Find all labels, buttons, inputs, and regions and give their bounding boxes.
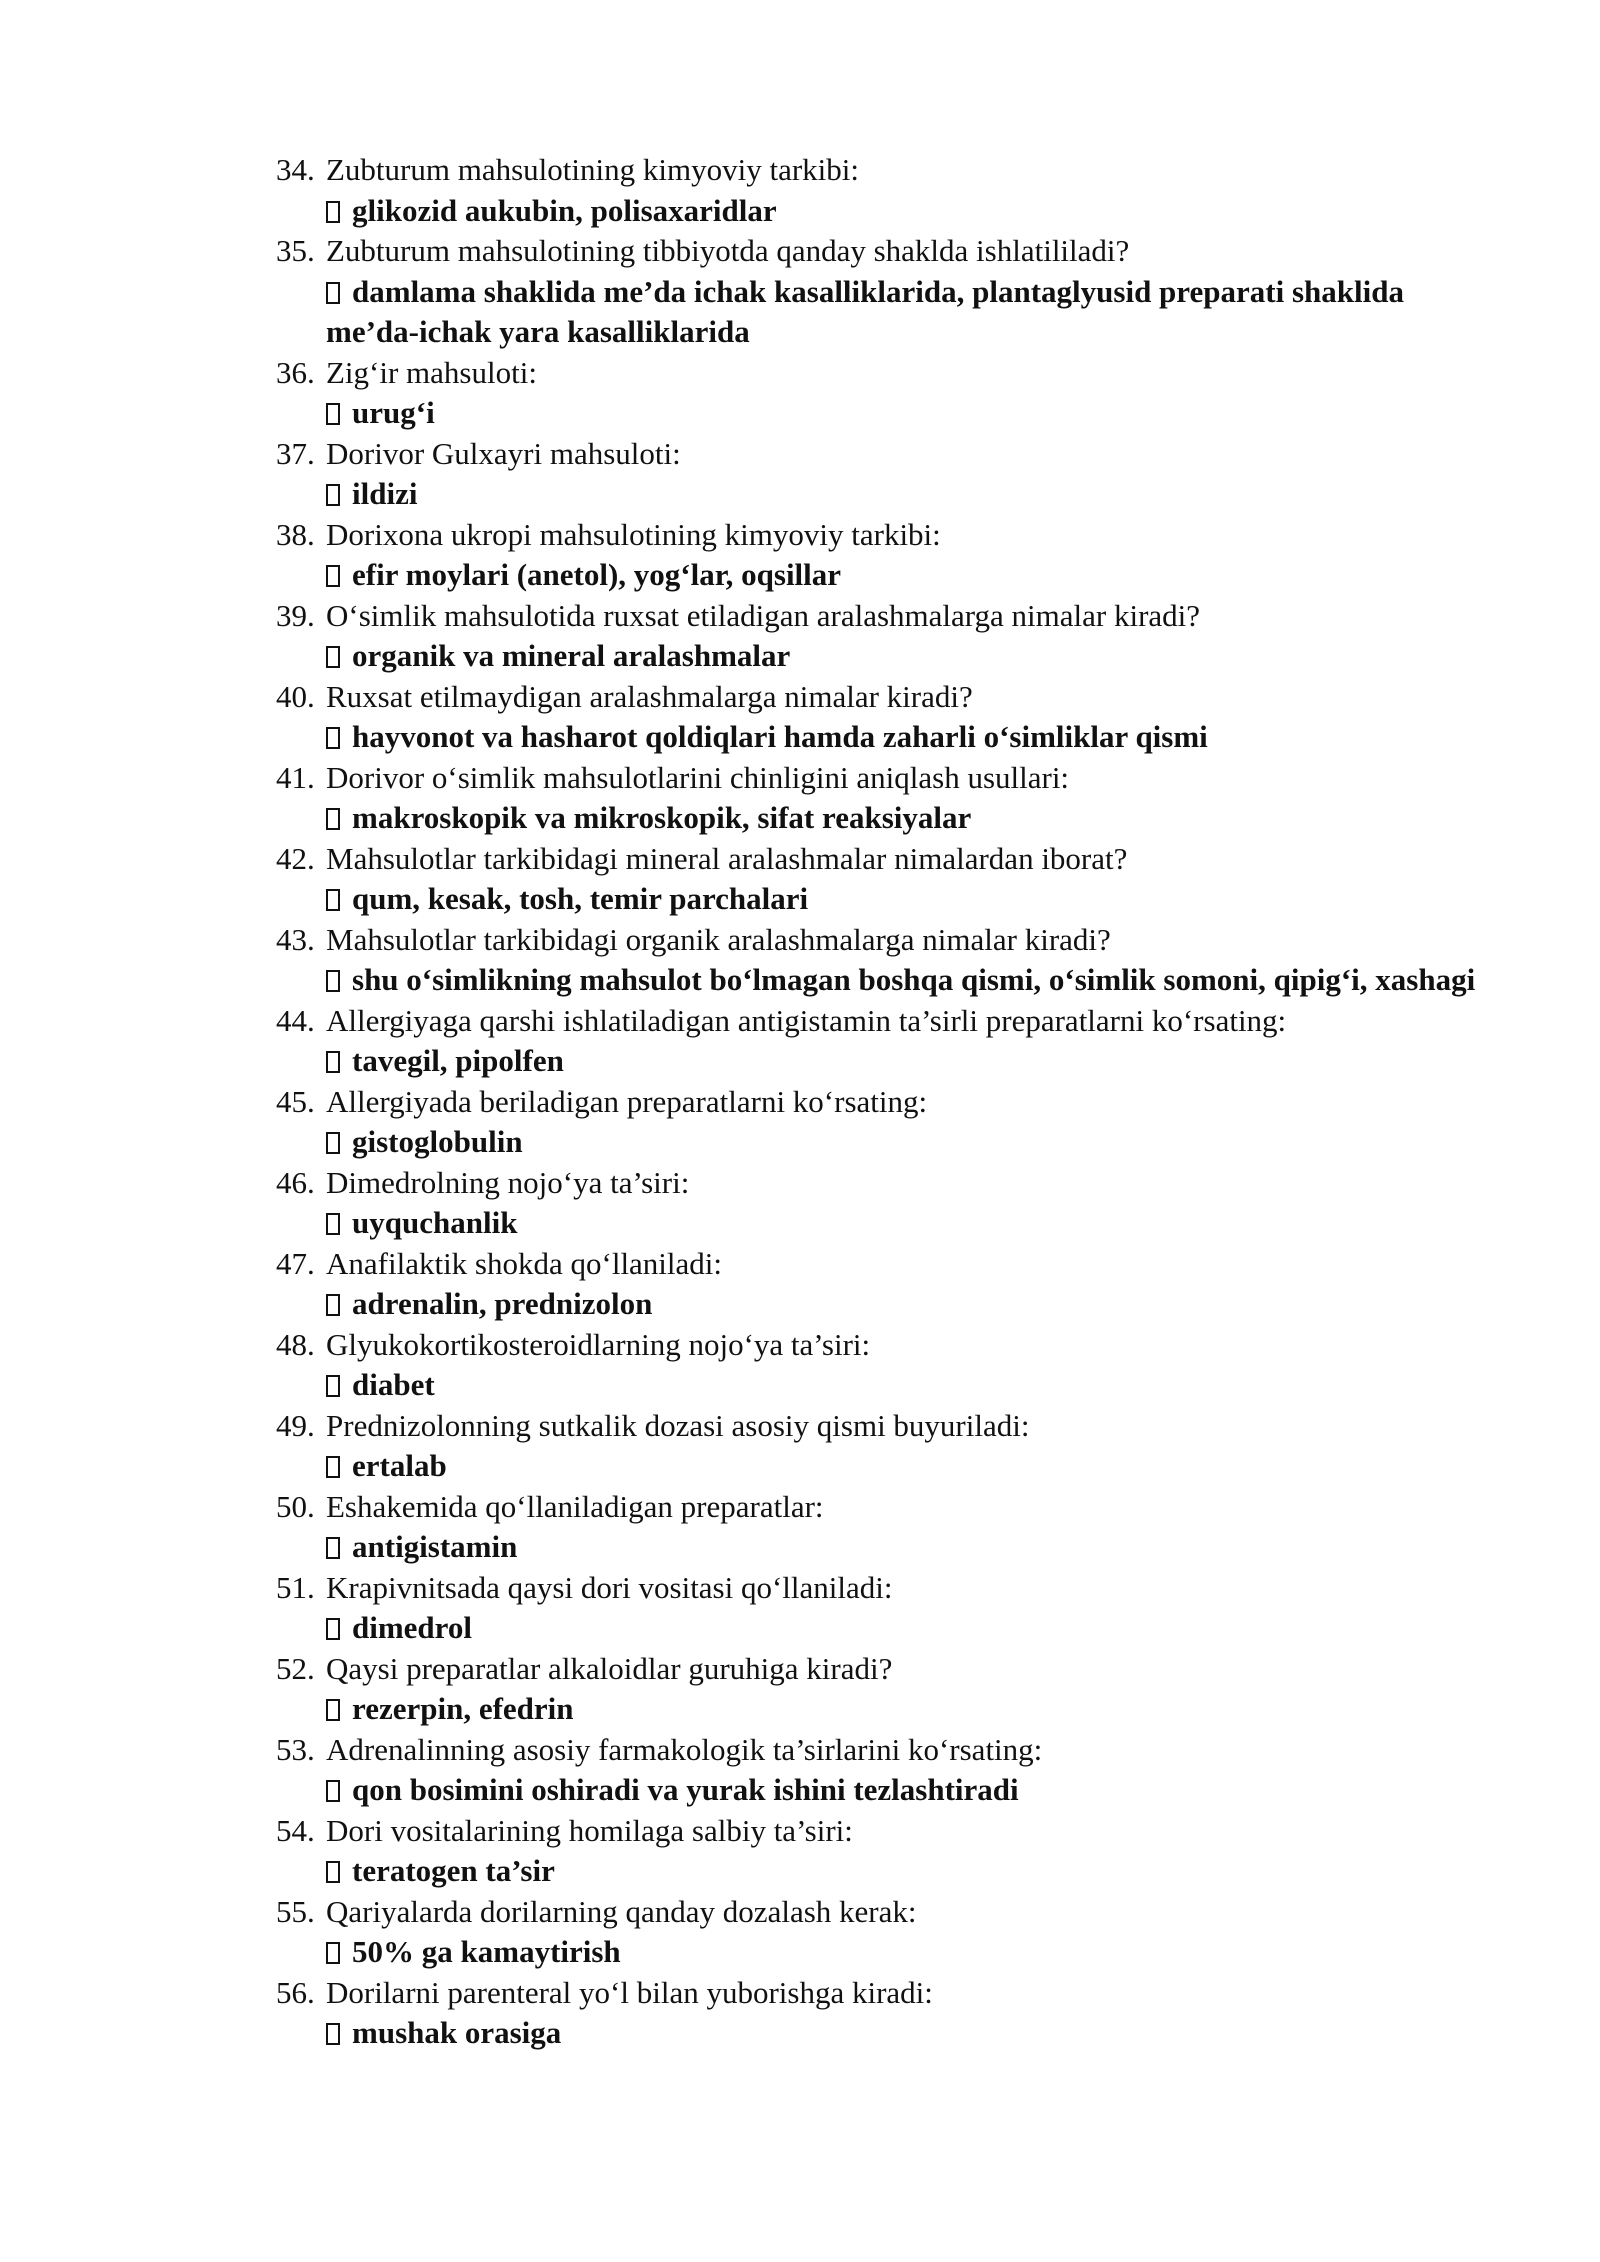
checkbox-icon xyxy=(326,1780,340,1802)
answer-text: antigistamin xyxy=(352,1529,518,1564)
qa-item xyxy=(276,1487,1486,1568)
question-line xyxy=(276,353,1486,394)
question-number: 40. xyxy=(276,678,315,714)
question-text: Dorixona ukropi mahsulotining kimyoviy tarkibi: xyxy=(326,516,941,552)
question-line xyxy=(276,231,1486,272)
qa-item xyxy=(276,1325,1486,1406)
answer-line xyxy=(276,191,1486,232)
answer-line xyxy=(276,717,1486,758)
qa-item xyxy=(276,1244,1486,1325)
question-line xyxy=(276,1244,1486,1285)
qa-item xyxy=(276,920,1486,1001)
question-text: Dori vositalarining homilaga salbiy ta’siri: xyxy=(326,1812,853,1848)
qa-item xyxy=(276,1973,1486,2054)
checkbox-icon xyxy=(326,1942,340,1964)
qa-item xyxy=(276,1892,1486,1973)
question-line xyxy=(276,150,1486,191)
checkbox-icon xyxy=(326,484,340,506)
answer-text: ertalab xyxy=(352,1448,447,1483)
answer-line xyxy=(276,1203,1486,1244)
answer-text: qum, kesak, tosh, temir parchalari xyxy=(352,881,809,916)
answer-line xyxy=(276,960,1486,1001)
answer-text: adrenalin, prednizolon xyxy=(352,1286,653,1321)
question-number: 43. xyxy=(276,921,315,957)
checkbox-icon xyxy=(326,889,340,911)
checkbox-icon xyxy=(326,1537,340,1559)
qa-item xyxy=(276,1730,1486,1811)
checkbox-icon xyxy=(326,1375,340,1397)
question-number: 36. xyxy=(276,354,315,390)
question-text: Eshakemida qo‘llaniladigan preparatlar: xyxy=(326,1488,824,1524)
question-line xyxy=(276,1730,1486,1771)
question-text: Dorivor o‘simlik mahsulotlarini chinligini aniqlash usullari: xyxy=(326,759,1070,795)
qa-item xyxy=(276,758,1486,839)
checkbox-icon xyxy=(326,1132,340,1154)
question-number: 50. xyxy=(276,1488,315,1524)
qa-item xyxy=(276,839,1486,920)
qa-item xyxy=(276,677,1486,758)
answer-line xyxy=(276,1851,1486,1892)
answer-line xyxy=(276,393,1486,434)
checkbox-icon xyxy=(326,282,340,304)
question-text: Anafilaktik shokda qo‘llaniladi: xyxy=(326,1245,723,1281)
question-number: 35. xyxy=(276,233,315,268)
question-text: Allergiyada beriladigan preparatlarni ko‘rsating: xyxy=(326,1083,928,1119)
answer-text: qon bosimini oshiradi va yurak ishini tezlashtiradi xyxy=(352,1772,1019,1807)
question-number: 39. xyxy=(276,597,315,633)
question-text: O‘simlik mahsulotida ruxsat etiladigan aralashmalarga nimalar kiradi? xyxy=(326,597,1201,633)
question-text: Mahsulotlar tarkibidagi organik aralashmalarga nimalar kiradi? xyxy=(326,921,1111,957)
question-number: 34. xyxy=(276,152,315,187)
checkbox-icon xyxy=(326,727,340,749)
qa-item xyxy=(276,1001,1486,1082)
answer-text: dimedrol xyxy=(352,1610,472,1645)
question-text: Zig‘ir mahsuloti: xyxy=(326,354,537,390)
answer-text: glikozid aukubin, polisaxaridlar xyxy=(352,192,777,228)
checkbox-icon xyxy=(326,1213,340,1235)
answer-text: rezerpin, efedrin xyxy=(352,1691,574,1726)
checkbox-icon xyxy=(326,1456,340,1478)
question-text: Dorivor Gulxayri mahsuloti: xyxy=(326,435,681,471)
checkbox-icon xyxy=(326,646,340,668)
checkbox-icon xyxy=(326,1294,340,1316)
question-text: Qaysi preparatlar alkaloidlar guruhiga kiradi? xyxy=(326,1650,893,1686)
question-answer-list xyxy=(276,150,1486,2054)
question-text: Glyukokortikosteroidlarning nojo‘ya ta’siri: xyxy=(326,1326,871,1362)
question-line xyxy=(276,515,1486,556)
answer-line xyxy=(276,1041,1486,1082)
question-line xyxy=(276,677,1486,718)
qa-item xyxy=(276,1163,1486,1244)
answer-line xyxy=(276,272,1486,353)
question-line xyxy=(276,1811,1486,1852)
question-line xyxy=(276,1487,1486,1528)
question-line xyxy=(276,1163,1486,1204)
qa-item xyxy=(276,434,1486,515)
question-text: Dorilarni parenteral yo‘l bilan yuborishga kiradi: xyxy=(326,1974,933,2010)
answer-text: organik va mineral aralashmalar xyxy=(352,638,791,673)
checkbox-icon xyxy=(326,1051,340,1073)
question-number: 42. xyxy=(276,840,315,876)
question-number: 52. xyxy=(276,1650,315,1686)
answer-text: diabet xyxy=(352,1367,435,1402)
checkbox-icon xyxy=(326,1618,340,1640)
qa-item xyxy=(276,150,1486,231)
question-number: 54. xyxy=(276,1812,315,1848)
checkbox-icon xyxy=(326,2023,340,2045)
question-line xyxy=(276,1406,1486,1447)
answer-line xyxy=(276,1932,1486,1973)
question-number: 55. xyxy=(276,1893,315,1929)
checkbox-icon xyxy=(326,808,340,830)
question-text: Qariyalarda dorilarning qanday dozalash kerak: xyxy=(326,1893,917,1929)
qa-item xyxy=(276,1082,1486,1163)
question-number: 45. xyxy=(276,1083,315,1119)
question-number: 48. xyxy=(276,1326,315,1362)
question-line xyxy=(276,596,1486,637)
answer-text: urug‘i xyxy=(352,395,435,430)
question-text: Dimedrolning nojo‘ya ta’siri: xyxy=(326,1164,690,1200)
question-line xyxy=(276,1082,1486,1123)
question-number: 47. xyxy=(276,1245,315,1281)
answer-text: ildizi xyxy=(352,476,418,511)
qa-item xyxy=(276,1568,1486,1649)
qa-item xyxy=(276,353,1486,434)
answer-line xyxy=(276,1122,1486,1163)
answer-line xyxy=(276,1284,1486,1325)
question-text: Ruxsat etilmaydigan aralashmalarga nimalar kiradi? xyxy=(326,678,973,714)
qa-item xyxy=(276,1406,1486,1487)
answer-text: teratogen ta’sir xyxy=(352,1853,555,1888)
question-line xyxy=(276,839,1486,880)
checkbox-icon xyxy=(326,1699,340,1721)
question-text: Krapivnitsada qaysi dori vositasi qo‘llaniladi: xyxy=(326,1569,893,1605)
question-number: 53. xyxy=(276,1731,315,1767)
answer-text: tavegil, pipolfen xyxy=(352,1043,564,1078)
answer-line xyxy=(276,636,1486,677)
qa-item xyxy=(276,1811,1486,1892)
answer-text: hayvonot va hasharot qoldiqlari hamda zaharli o‘simliklar qismi xyxy=(352,719,1208,754)
qa-item xyxy=(276,515,1486,596)
question-number: 49. xyxy=(276,1407,315,1443)
answer-line xyxy=(276,1608,1486,1649)
question-text: Zubturum mahsulotining tibbiyotda qanday shaklda ishlatililadi? xyxy=(326,233,1130,268)
answer-text: uyquchanlik xyxy=(352,1205,518,1240)
qa-item xyxy=(276,231,1486,353)
question-text: Allergiyaga qarshi ishlatiladigan antigistamin ta’sirli preparatlarni ko‘rsating: xyxy=(326,1002,1287,1038)
checkbox-icon xyxy=(326,403,340,425)
checkbox-icon xyxy=(326,1861,340,1883)
answer-text: 50% ga kamaytirish xyxy=(352,1934,621,1969)
answer-line xyxy=(276,1365,1486,1406)
qa-item xyxy=(276,596,1486,677)
answer-text: makroskopik va mikroskopik, sifat reaksiyalar xyxy=(352,800,972,835)
question-text: Zubturum mahsulotining kimyoviy tarkibi: xyxy=(326,152,859,187)
question-number: 38. xyxy=(276,516,315,552)
answer-line xyxy=(276,2013,1486,2054)
question-text: Prednizolonning sutkalik dozasi asosiy qismi buyuriladi: xyxy=(326,1407,1030,1443)
question-number: 41. xyxy=(276,759,315,795)
answer-line xyxy=(276,1446,1486,1487)
question-line xyxy=(276,1325,1486,1366)
question-text: Mahsulotlar tarkibidagi mineral aralashmalar nimalardan iborat? xyxy=(326,840,1128,876)
answer-text: gistoglobulin xyxy=(352,1124,523,1159)
answer-line xyxy=(276,879,1486,920)
question-line xyxy=(276,1973,1486,2014)
question-line xyxy=(276,1568,1486,1609)
answer-text: efir moylari (anetol), yog‘lar, oqsillar xyxy=(352,557,842,592)
qa-item xyxy=(276,1649,1486,1730)
answer-line xyxy=(276,1770,1486,1811)
checkbox-icon xyxy=(326,565,340,587)
question-line xyxy=(276,434,1486,475)
question-line xyxy=(276,920,1486,961)
checkbox-icon xyxy=(326,970,340,992)
question-line xyxy=(276,758,1486,799)
question-number: 46. xyxy=(276,1164,315,1200)
answer-line xyxy=(276,474,1486,515)
question-number: 37. xyxy=(276,435,315,471)
checkbox-icon xyxy=(326,201,340,223)
question-line xyxy=(276,1892,1486,1933)
answer-text: mushak orasiga xyxy=(352,2015,562,2050)
answer-line xyxy=(276,555,1486,596)
question-text: Adrenalinning asosiy farmakologik ta’sirlarini ko‘rsating: xyxy=(326,1731,1043,1767)
answer-text: shu o‘simlikning mahsulot bo‘lmagan boshqa qismi, o‘simlik somoni, qipig‘i, xashagi xyxy=(352,962,1476,997)
question-line xyxy=(276,1001,1486,1042)
answer-text: damlama shaklida me’da ichak kasalliklarida, plantaglyusid preparati shaklida me’da-ichak yara kasalliklarida xyxy=(326,273,1404,349)
answer-line xyxy=(276,1689,1486,1730)
answer-line xyxy=(276,798,1486,839)
question-number: 56. xyxy=(276,1974,315,2010)
answer-line xyxy=(276,1527,1486,1568)
question-number: 44. xyxy=(276,1002,315,1038)
question-number: 51. xyxy=(276,1569,315,1605)
question-line xyxy=(276,1649,1486,1690)
